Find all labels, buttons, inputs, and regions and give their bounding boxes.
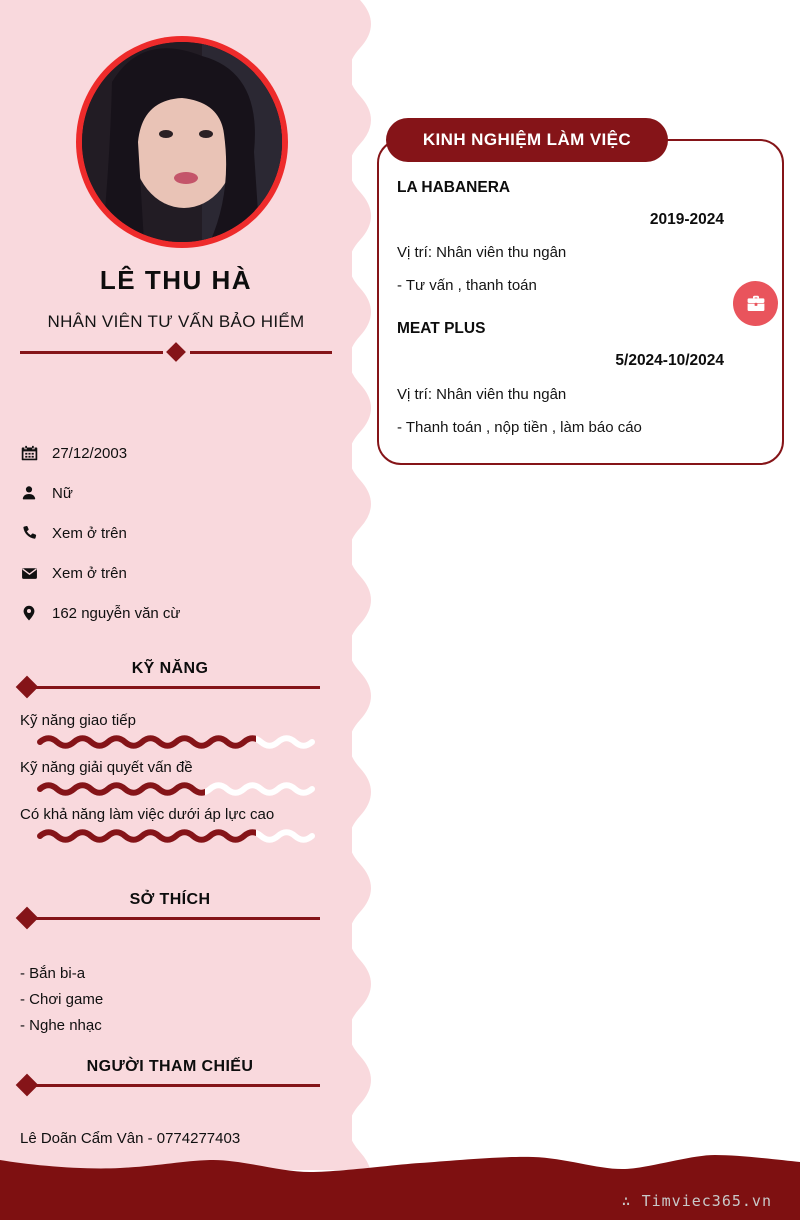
contact-row-birthday [20,433,340,473]
work-position: Vị trí: Nhân viên thu ngân [397,244,567,261]
experience-content [397,139,727,436]
work-detail: - Tư vấn , thanh toán [397,277,537,294]
candidate-job-title: NHÂN VIÊN TƯ VẤN BẢO HIỂM [47,312,305,331]
hobby-item: - Nghe nhạc [20,1017,102,1034]
candidate-name: LÊ THU HÀ [99,265,253,295]
hobbies-header [0,891,352,933]
email-icon [20,564,38,582]
skill-row [20,712,320,749]
section-underline [33,1084,320,1087]
skills-header [0,660,352,702]
divider-line-right [190,351,332,354]
phone-icon [20,524,38,542]
hobbies-section [0,891,352,1039]
reference-section [0,1058,352,1147]
hobby-list [20,961,352,1039]
skill-row [20,806,320,843]
skill-row [20,759,320,796]
skill-label: Có khả năng làm việc dưới áp lực cao [20,806,275,823]
skill-bar-fill [36,780,205,796]
section-underline [33,686,320,689]
experience-entry [397,320,727,436]
skills-heading: KỸ NĂNG [131,660,209,677]
contact-list [20,433,340,633]
skill-bar [36,780,318,796]
hobby-item: - Bắn bi-a [20,965,86,982]
person-icon [20,484,38,502]
divider-diamond-icon [166,342,186,362]
skill-bar-fill [36,827,256,843]
skill-label: Kỹ năng giải quyết vấn đề [20,759,193,776]
skills-section [0,660,352,843]
watermark: ∴ Timviec365.vn [621,1192,772,1210]
briefcase-icon [745,293,767,315]
skill-bar-fill [36,733,256,749]
calendar-icon [20,444,38,462]
work-detail: - Thanh toán , nộp tiền , làm báo cáo [397,419,642,436]
profile-photo [82,42,282,242]
phone-value: Xem ở trên [52,524,127,542]
sidebar-wavy-edge [352,0,378,1170]
hobby-item: - Chơi game [20,991,104,1008]
contact-row-address [20,593,340,633]
profile-photo-ring [76,36,288,248]
contact-row-email [20,553,340,593]
work-period: 5/2024-10/2024 [615,352,724,369]
address-value: 162 nguyễn văn cừ [52,604,181,622]
divider-line-left [20,351,163,354]
experience-entry [397,179,727,294]
hobbies-heading: SỞ THÍCH [129,891,211,908]
company-name: LA HABANERA [397,179,511,196]
experience-heading: KINH NGHIỆM LÀM VIỆC [422,130,632,149]
gender-value: Nữ [52,484,73,502]
section-underline [33,917,320,920]
reference-header [0,1058,352,1100]
skill-bar [36,733,318,749]
work-period: 2019-2024 [649,211,724,228]
reference-contact: Lê Doãn Cẩm Vân - 0774277403 [20,1130,241,1147]
skill-label: Kỹ năng giao tiếp [20,712,136,729]
contact-row-gender [20,473,340,513]
briefcase-badge [733,281,778,326]
skill-bar [36,827,318,843]
email-value: Xem ở trên [52,564,127,582]
name-divider [0,340,352,366]
company-name: MEAT PLUS [397,320,486,337]
reference-heading: NGƯỜI THAM CHIẾU [86,1058,254,1075]
location-icon [20,604,38,622]
experience-heading-pill [386,118,668,162]
work-position: Vị trí: Nhân viên thu ngân [397,386,567,403]
contact-row-phone [20,513,340,553]
birthday-value: 27/12/2003 [52,444,128,462]
